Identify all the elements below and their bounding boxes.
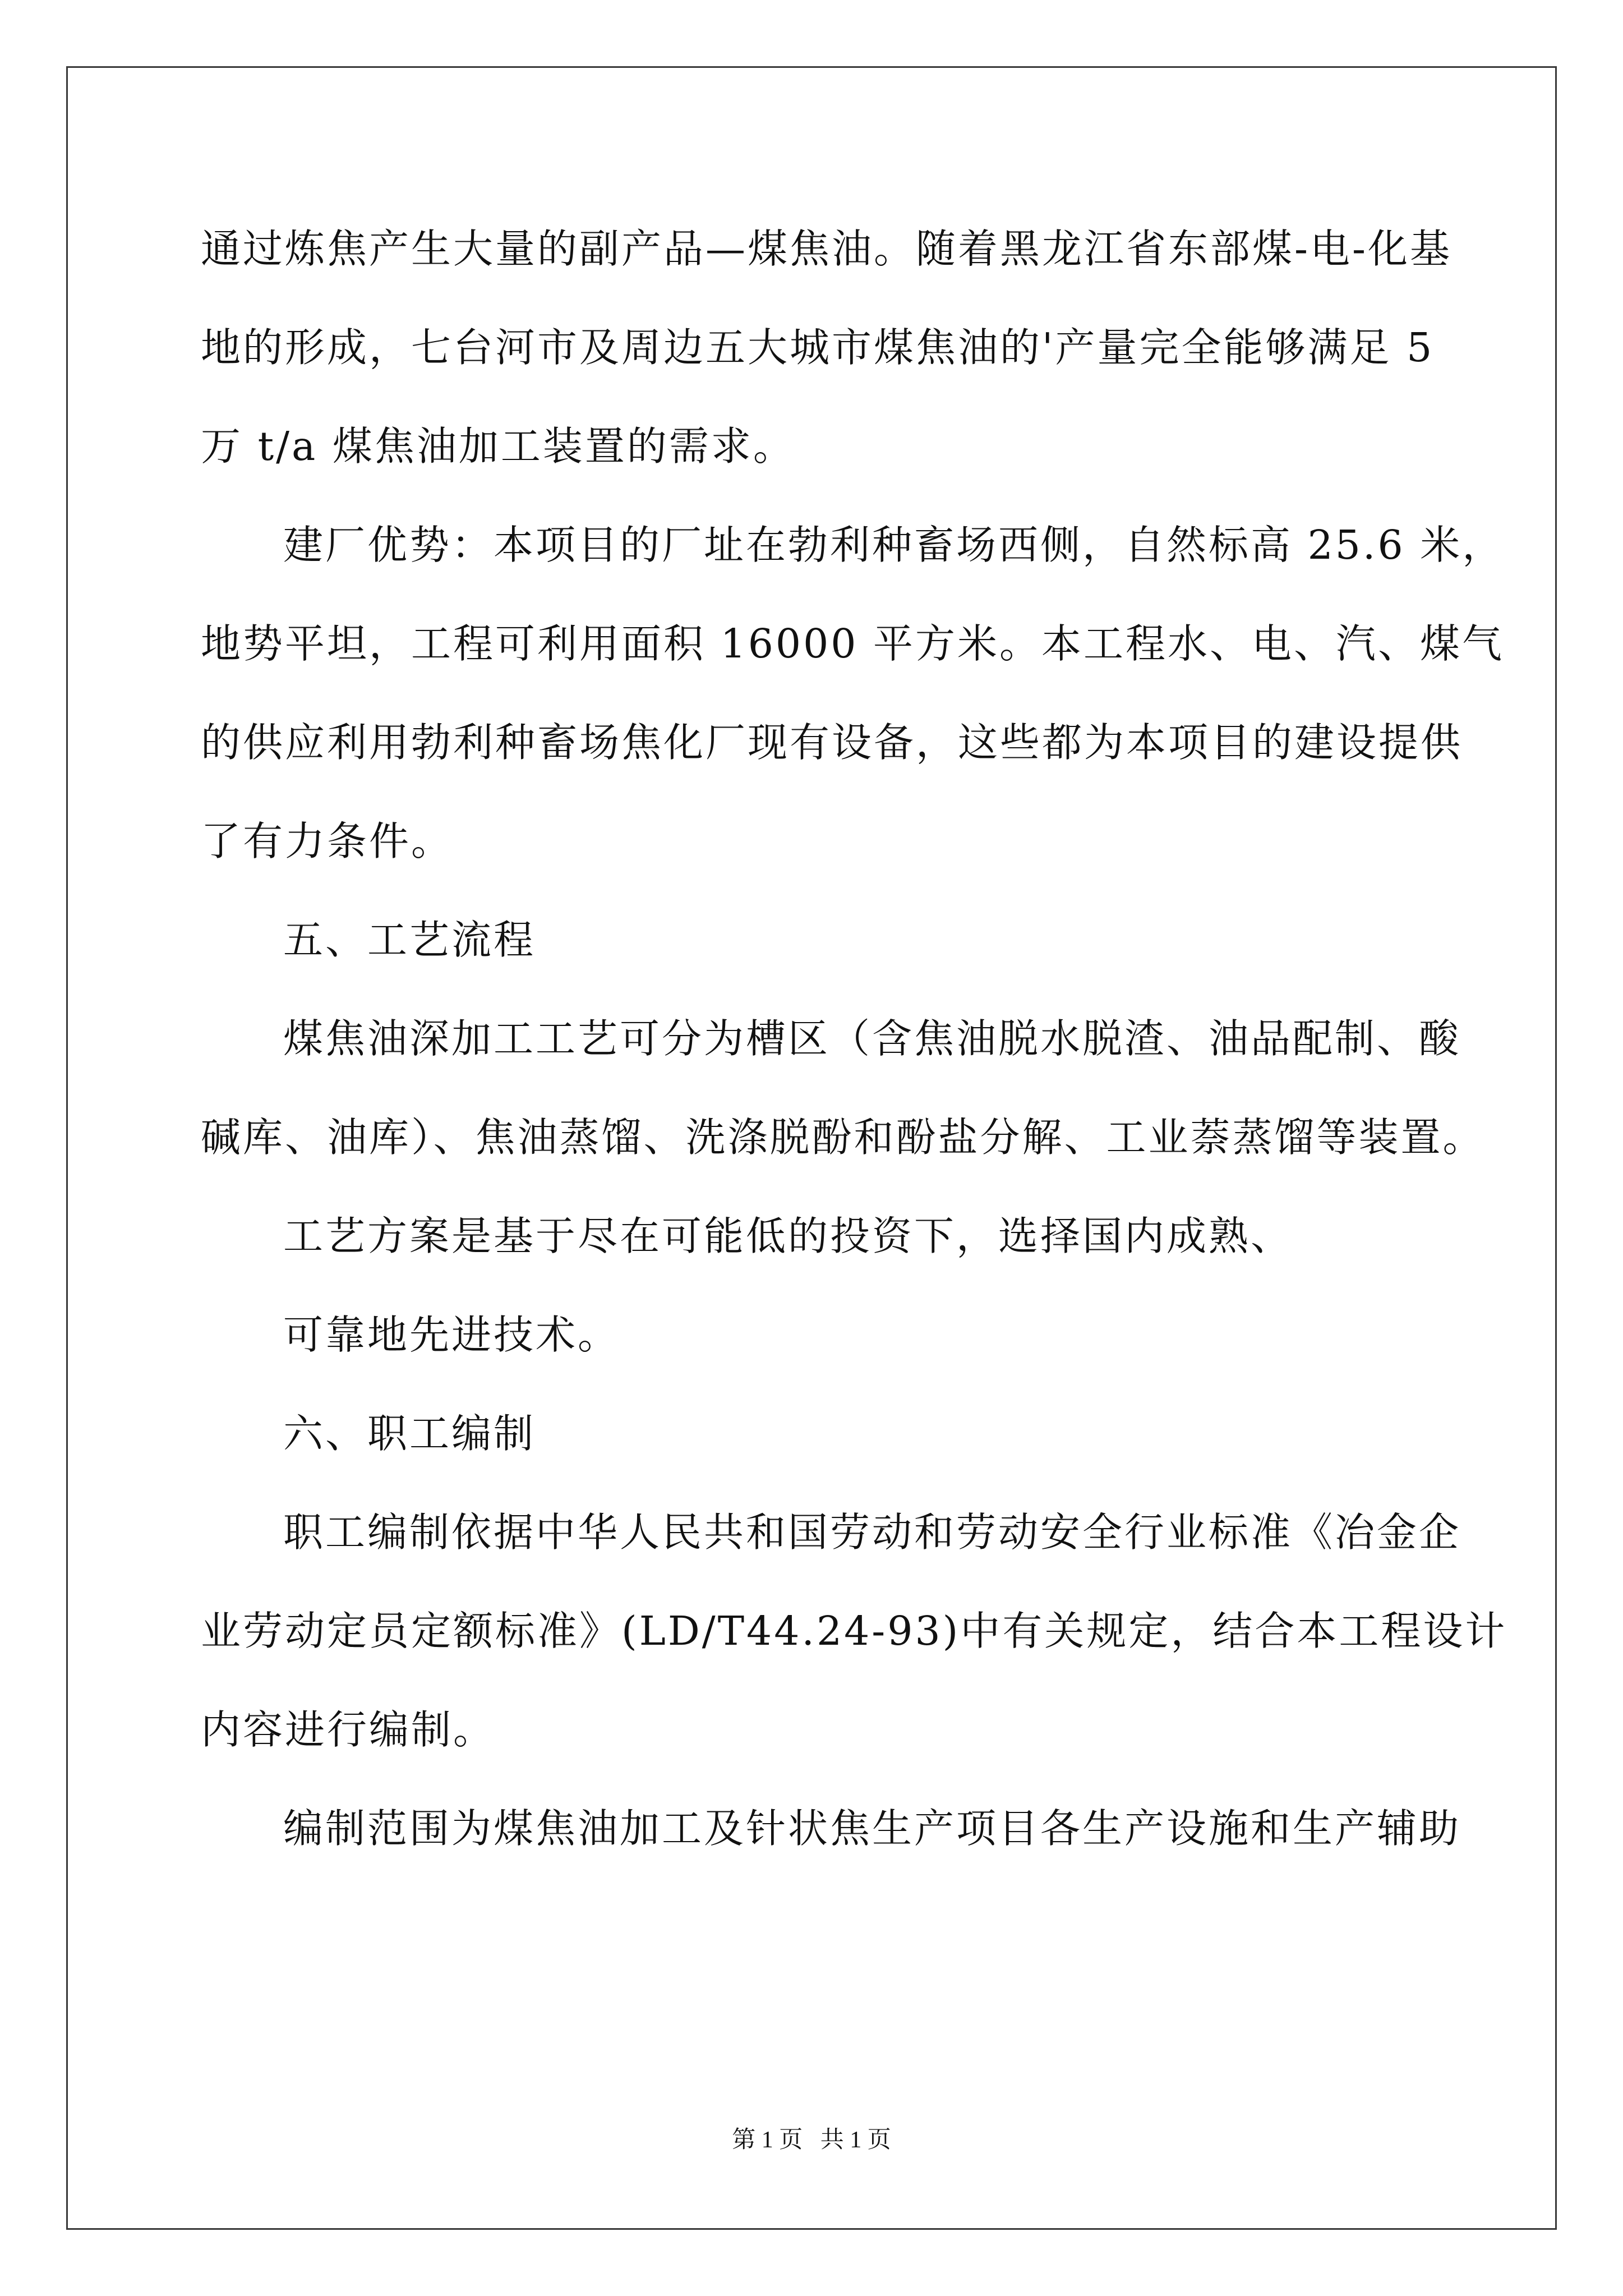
page-footer: 第 1 页 共 1 页 xyxy=(732,2127,891,2153)
paragraph-line: 建厂优势：本项目的厂址在勃利种畜场西侧，自然标高 25.6 米， xyxy=(283,522,1505,568)
paragraph-line: 工艺方案是基于尽在可能低的投资下，选择国内成熟、 xyxy=(283,1213,1293,1259)
paragraph-line: 通过炼焦产生大量的副产品—煤焦油。随着黑龙江省东部煤-电-化基 xyxy=(201,226,1452,272)
paragraph-line: 编制范围为煤焦油加工及针状焦生产项目各生产设施和生产辅助 xyxy=(283,1805,1461,1852)
paragraph-line: 职工编制依据中华人民共和国劳动和劳动安全行业标准《冶金企 xyxy=(283,1509,1461,1556)
paragraph-line: 地的形成，七台河市及周边五大城市煤焦油的'产量完全能够满足 5 xyxy=(201,324,1435,371)
paragraph-line: 可靠地先进技术。 xyxy=(283,1312,620,1358)
paragraph-line: 地势平坦，工程可利用面积 16000 平方米。本工程水、电、汽、煤气 xyxy=(201,620,1505,667)
paragraph-line: 万 t/a 煤焦油加工装置的需求。 xyxy=(201,423,795,470)
paragraph-line: 内容进行编制。 xyxy=(201,1706,496,1753)
paragraph-line: 的供应利用勃利种畜场焦化厂现有设备，这些都为本项目的建设提供 xyxy=(201,719,1463,766)
paragraph-line: 业劳动定员定额标准》(LD/T44.24-93)中有关规定，结合本工程设计 xyxy=(201,1608,1507,1654)
section-heading: 六、职工编制 xyxy=(283,1410,536,1457)
paragraph-line: 煤焦油深加工工艺可分为槽区（含焦油脱水脱渣、油品配制、酸 xyxy=(283,1015,1461,1062)
paragraph-line: 碱库、油库）、焦油蒸馏、洗涤脱酚和酚盐分解、工业萘蒸馏等装置。 xyxy=(201,1114,1485,1161)
section-heading: 五、工艺流程 xyxy=(283,917,536,963)
paragraph-line: 了有力条件。 xyxy=(201,818,454,864)
